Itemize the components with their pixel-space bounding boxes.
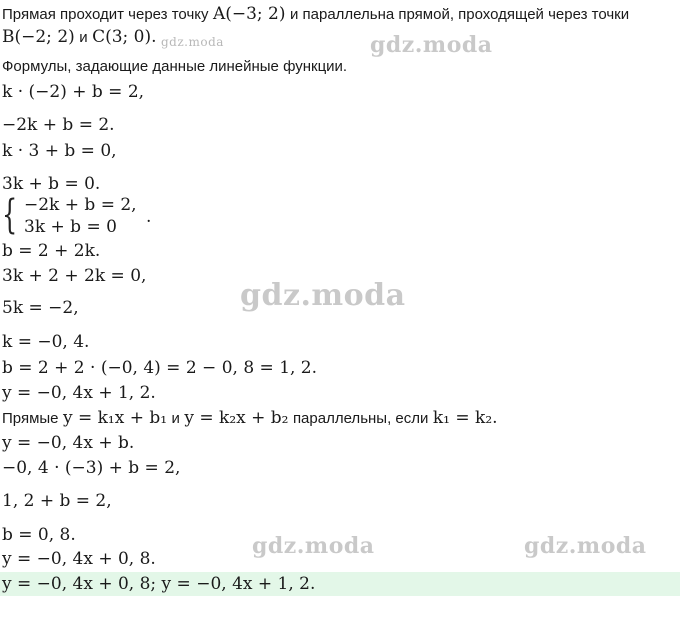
step-4: 3k + b = 0.	[2, 174, 101, 194]
step-11: y = −0, 4x + b.	[2, 433, 135, 453]
answer-line: y = −0, 4x + 0, 8; y = −0, 4x + 1, 2.	[0, 572, 680, 596]
parallel-eq1: y = k₁x + b₁	[62, 408, 168, 428]
parallel-cond: параллельны, если	[292, 410, 429, 427]
step-9: b = 2 + 2 · (−0, 4) = 2 − 0, 8 = 1, 2.	[2, 358, 318, 378]
point-a: A(−3; 2)	[212, 4, 286, 24]
step-10: y = −0, 4x + 1, 2.	[2, 383, 156, 403]
step-5: b = 2 + 2k.	[2, 241, 101, 261]
problem-and: и	[79, 29, 88, 46]
watermark-small: gdz.moda	[160, 35, 224, 49]
watermark-top: gdz.moda	[370, 32, 493, 58]
problem-intro: Прямая проходит через точку	[2, 6, 209, 23]
equation-system	[2, 192, 152, 238]
step-3: k · 3 + b = 0,	[2, 141, 117, 161]
parallel-and: и	[171, 410, 180, 427]
step-13: 1, 2 + b = 2,	[2, 491, 112, 511]
step-6: 3k + 2 + 2k = 0,	[2, 266, 147, 286]
point-c: C(3; 0).	[92, 27, 157, 47]
step-2: −2k + b = 2.	[2, 115, 115, 135]
step-1: k · (−2) + b = 2,	[2, 82, 145, 102]
step-8: k = −0, 4.	[2, 332, 90, 352]
step-15: y = −0, 4x + 0, 8.	[2, 549, 156, 569]
watermark-bottom-left: gdz.moda	[252, 533, 375, 559]
step-7: 5k = −2,	[2, 298, 79, 318]
system-brace: {	[2, 192, 18, 238]
step-12: −0, 4 · (−3) + b = 2,	[2, 458, 181, 478]
parallel-rel: k₁ = k₂.	[432, 408, 498, 428]
problem-line-2	[2, 27, 224, 48]
parallel-prefix: Прямые	[2, 410, 59, 427]
parallel-rule	[2, 408, 498, 429]
problem-line-1	[2, 4, 629, 25]
parallel-eq2: y = k₂x + b₂	[184, 408, 289, 428]
problem-mid: и параллельна прямой, проходящей через точки	[289, 6, 630, 23]
step-14: b = 0, 8.	[2, 525, 76, 545]
system-end: .	[146, 207, 152, 227]
system-row-1: −2k + b = 2,	[24, 195, 137, 215]
watermark-center: gdz.moda	[240, 278, 406, 313]
system-row-2: 3k + b = 0	[24, 217, 117, 237]
formulas-label: Формулы, задающие данные линейные функции.	[2, 58, 348, 75]
point-b: B(−2; 2)	[2, 27, 75, 47]
watermark-bottom-right: gdz.moda	[524, 533, 647, 559]
